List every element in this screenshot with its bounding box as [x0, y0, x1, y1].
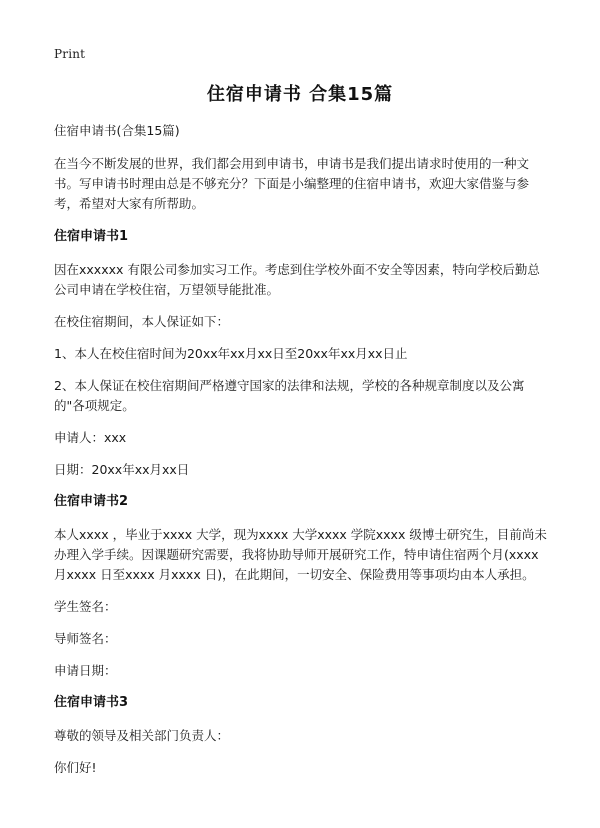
section1-paragraph-2: 在校住宿期间，本人保证如下： — [54, 314, 230, 329]
section2-student-signature: 学生签名： — [54, 599, 117, 614]
document-subtitle: 住宿申请书(合集15篇) — [54, 123, 180, 138]
section-heading-1: 住宿申请书1 — [54, 229, 129, 244]
section1-paragraph-1: 因在xxxxxx 有限公司参加实习工作。考虑到住学校外面不安全等因素，特向学校后勤总公司申请在学校住宿，万望领导能批准。 — [54, 262, 540, 297]
section1-paragraph-3: 1、本人在校住宿时间为20xx年xx月xx日至20xx年xx月xx日止 — [54, 346, 408, 361]
section1-paragraph-4: 2、本人保证在校住宿期间严格遵守国家的法律和法规，学校的各种规章制度以及公寓的"各项规定。 — [54, 378, 525, 413]
section-heading-2: 住宿申请书2 — [54, 494, 129, 509]
page-title: 住宿申请书 合集15篇 — [206, 84, 394, 105]
document-body — [54, 121, 550, 790]
section2-paragraph-1: 本人xxxx ，毕业于xxxx 大学，现为xxxx 大学xxxx 学院xxxx 级博士研究生，目前尚未办理入学手续。因课题研究需要，我将协助导师开展研究工作，特申请住宿两个月(xxxx 月xxxx 日至xxxx 月xxxx 日)，在此期间，一切安全、保险费用等事项均由本人承担。 — [54, 527, 547, 582]
section1-applicant: 申请人：xxx — [54, 430, 127, 445]
section3-greeting: 你们好! — [54, 760, 97, 775]
section3-salutation: 尊敬的领导及相关部门负责人： — [54, 728, 230, 743]
section-heading-3: 住宿申请书3 — [54, 695, 129, 710]
print-link[interactable]: Print — [54, 47, 86, 61]
intro-paragraph: 在当今不断发展的世界，我们都会用到申请书，申请书是我们提出请求时使用的一种文书。写申请书时理由总是不够充分？下面是小编整理的住宿申请书，欢迎大家借鉴与参考，希望对大家有所帮助。 — [54, 156, 530, 211]
section2-apply-date: 申请日期： — [54, 663, 117, 678]
section1-date: 日期：20xx年xx月xx日 — [54, 462, 190, 477]
section2-advisor-signature: 导师签名： — [54, 631, 117, 646]
